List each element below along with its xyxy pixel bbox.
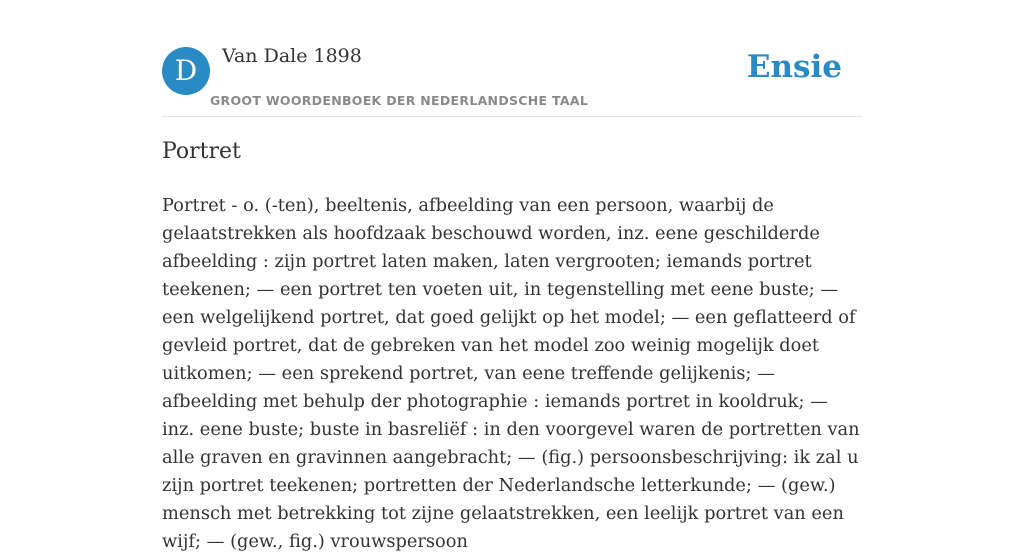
content-container [162,0,862,552]
dictionary-header [162,0,862,117]
dictionary-avatar[interactable]: D [162,47,210,95]
dictionary-subtitle: GROOT WOORDENBOEK DER NEDERLANDSCHE TAAL [210,93,589,108]
dictionary-name-link[interactable]: Van Dale 1898 [222,45,362,67]
entry-title: Portret [162,139,241,164]
ensie-logo-link[interactable]: Ensie [746,49,842,85]
entry-definition: Portret - o. (-ten), beeltenis, afbeelding van een persoon, waarbij de gelaatstrekken als hoofdzaak beschouwd worden, inz. eene geschilderde afbeelding : zijn portret laten maken, laten vergrooten; iemands portret teekenen; — een portret ten voeten uit, in tegenstelling met eene buste; — een welgelijkend portret, dat goed gelijkt op het model; — een geflatteerd of gevleid portret, dat de gebreken van het model zoo weinig mogelijk doet uitkomen; — een sprekend portret, van eene treffende gelijkenis; — afbeelding met behulp der photographie : iemands portret in kooldruk; — inz. eene buste; buste in basreliëf : in den voorgevel waren de portretten van alle graven en gravinnen aangebracht; — (fig.) persoonsbeschrijving: ik zal u zijn portret teekenen; portretten der Nederlandsche letterkunde; — (gew.) mensch met betrekking tot zijne gelaatstrekken, een leelijk portret van een wijf; — (gew., fig.) vrouwspersoon [162,195,860,552]
